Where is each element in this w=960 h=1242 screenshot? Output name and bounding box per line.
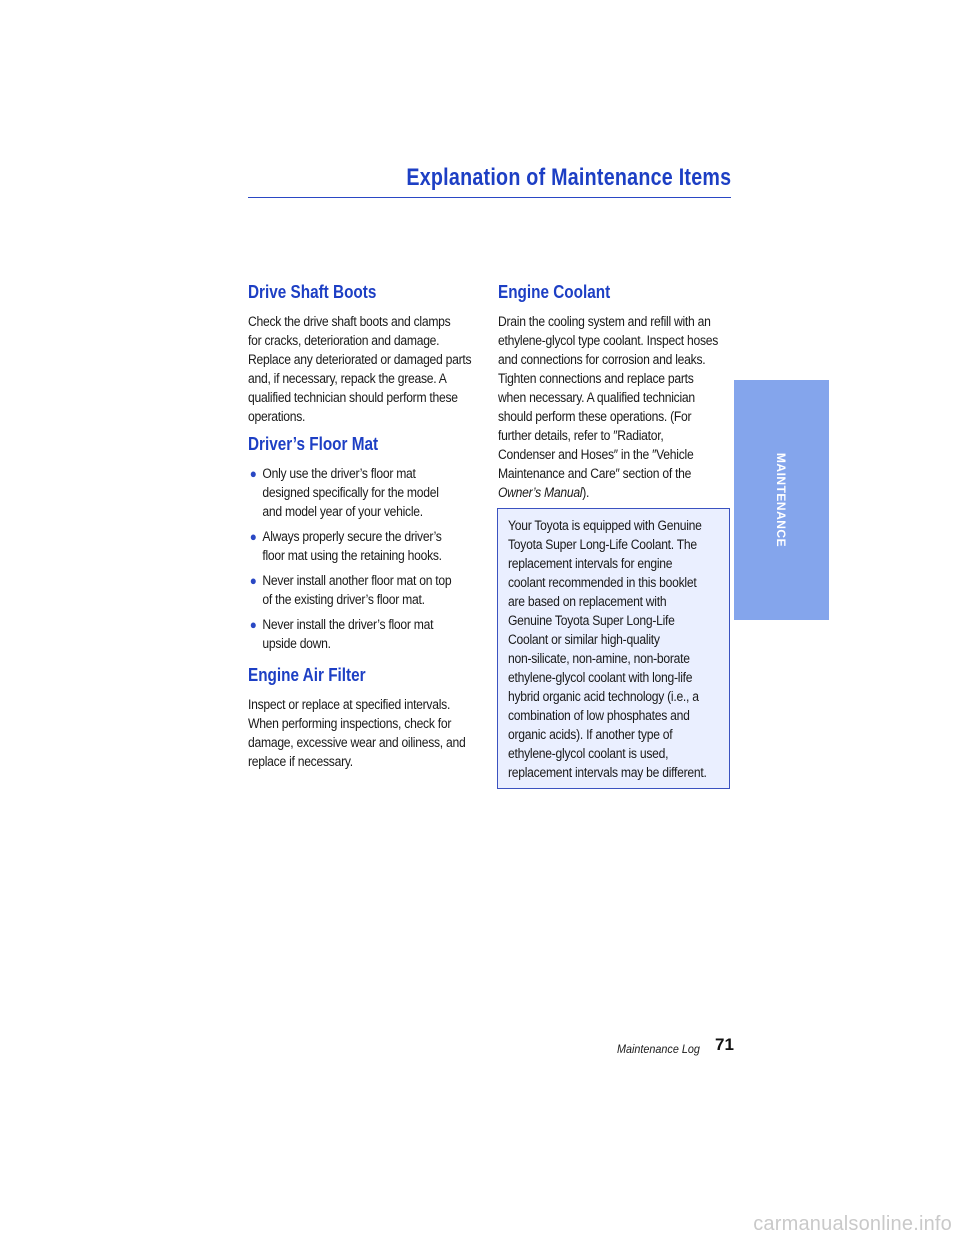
- page-title: Explanation of Maintenance Items: [405, 164, 731, 191]
- page-number: 71: [715, 1035, 734, 1054]
- owners-manual-reference: Owner’s Manual: [498, 485, 583, 500]
- bullet-dot-icon: ●: [249, 529, 257, 544]
- left-column: [248, 280, 480, 781]
- coolant-info-text: Your Toyota is equipped with Genuine Toyota Super Long-Life Coolant. The replacement intervals for engine coolant recommended in this booklet are based on replacement with Genuine Toyota Super Long-Life Coolant or similar high-quality non-silicate, non-amine, non-borate ethylene-glycol coolant with long-life hybrid organic acid technology (i.e., a combination of low phosphates and organic acids). If another type of ethylene-glycol coolant is used, replacement intervals may be different.: [508, 518, 707, 780]
- bullet-dot-icon: ●: [249, 466, 257, 481]
- floor-mat-bullet-list: [248, 464, 480, 653]
- heading-engine-coolant: Engine Coolant: [498, 282, 611, 302]
- heading-drivers-floor-mat: Driver’s Floor Mat: [248, 434, 379, 454]
- coolant-text-end: ).: [582, 485, 590, 500]
- footer-label: Maintenance Log: [617, 1042, 700, 1056]
- right-column: [498, 280, 734, 512]
- list-item: [248, 615, 492, 653]
- list-item: [248, 464, 492, 521]
- bullet-text: Only use the driver’s floor mat designed specifically for the model and model year of your vehicle.: [262, 466, 439, 519]
- side-tab-label: MAINTENANCE: [774, 452, 788, 548]
- watermark: carmanualsonline.info: [753, 1213, 952, 1235]
- list-item: [248, 571, 492, 609]
- bullet-text: Never install another floor mat on top of the existing driver’s floor mat.: [262, 573, 452, 607]
- page-footer: [617, 1035, 734, 1058]
- coolant-text-main: Drain the cooling system and refill with an ethylene-glycol type coolant. Inspect hoses and connections for corrosion and leaks. Tighten connections and replace parts when necessary. A qualified technician should perform these operations. (For further details, refer to ″Radiator, Condenser and Hoses″ in the ″Vehicle Maintenance and Care″ section of the: [498, 314, 719, 481]
- heading-engine-air-filter: Engine Air Filter: [248, 665, 366, 685]
- list-item: [248, 527, 492, 565]
- bullet-dot-icon: ●: [249, 573, 257, 588]
- bullet-text: Never install the driver’s floor mat upside down.: [262, 617, 434, 651]
- heading-drive-shaft-boots: Drive Shaft Boots: [248, 282, 377, 302]
- coolant-info-box: [497, 508, 730, 789]
- side-tab-maintenance: [734, 380, 829, 620]
- text-drive-shaft-boots: Check the drive shaft boots and clamps for cracks, deterioration and damage. Replace any deteriorated or damaged parts and, if necessary, repack the grease. A qualified technician should perform these operations.: [248, 314, 472, 424]
- bullet-dot-icon: ●: [249, 617, 257, 632]
- text-engine-air-filter: Inspect or replace at specified intervals. When performing inspections, check for damage, excessive wear and oiliness, and replace if necessary.: [248, 697, 466, 769]
- bullet-text: Always properly secure the driver’s floor mat using the retaining hooks.: [262, 529, 442, 563]
- text-engine-coolant: [498, 312, 732, 502]
- title-rule: [248, 197, 731, 198]
